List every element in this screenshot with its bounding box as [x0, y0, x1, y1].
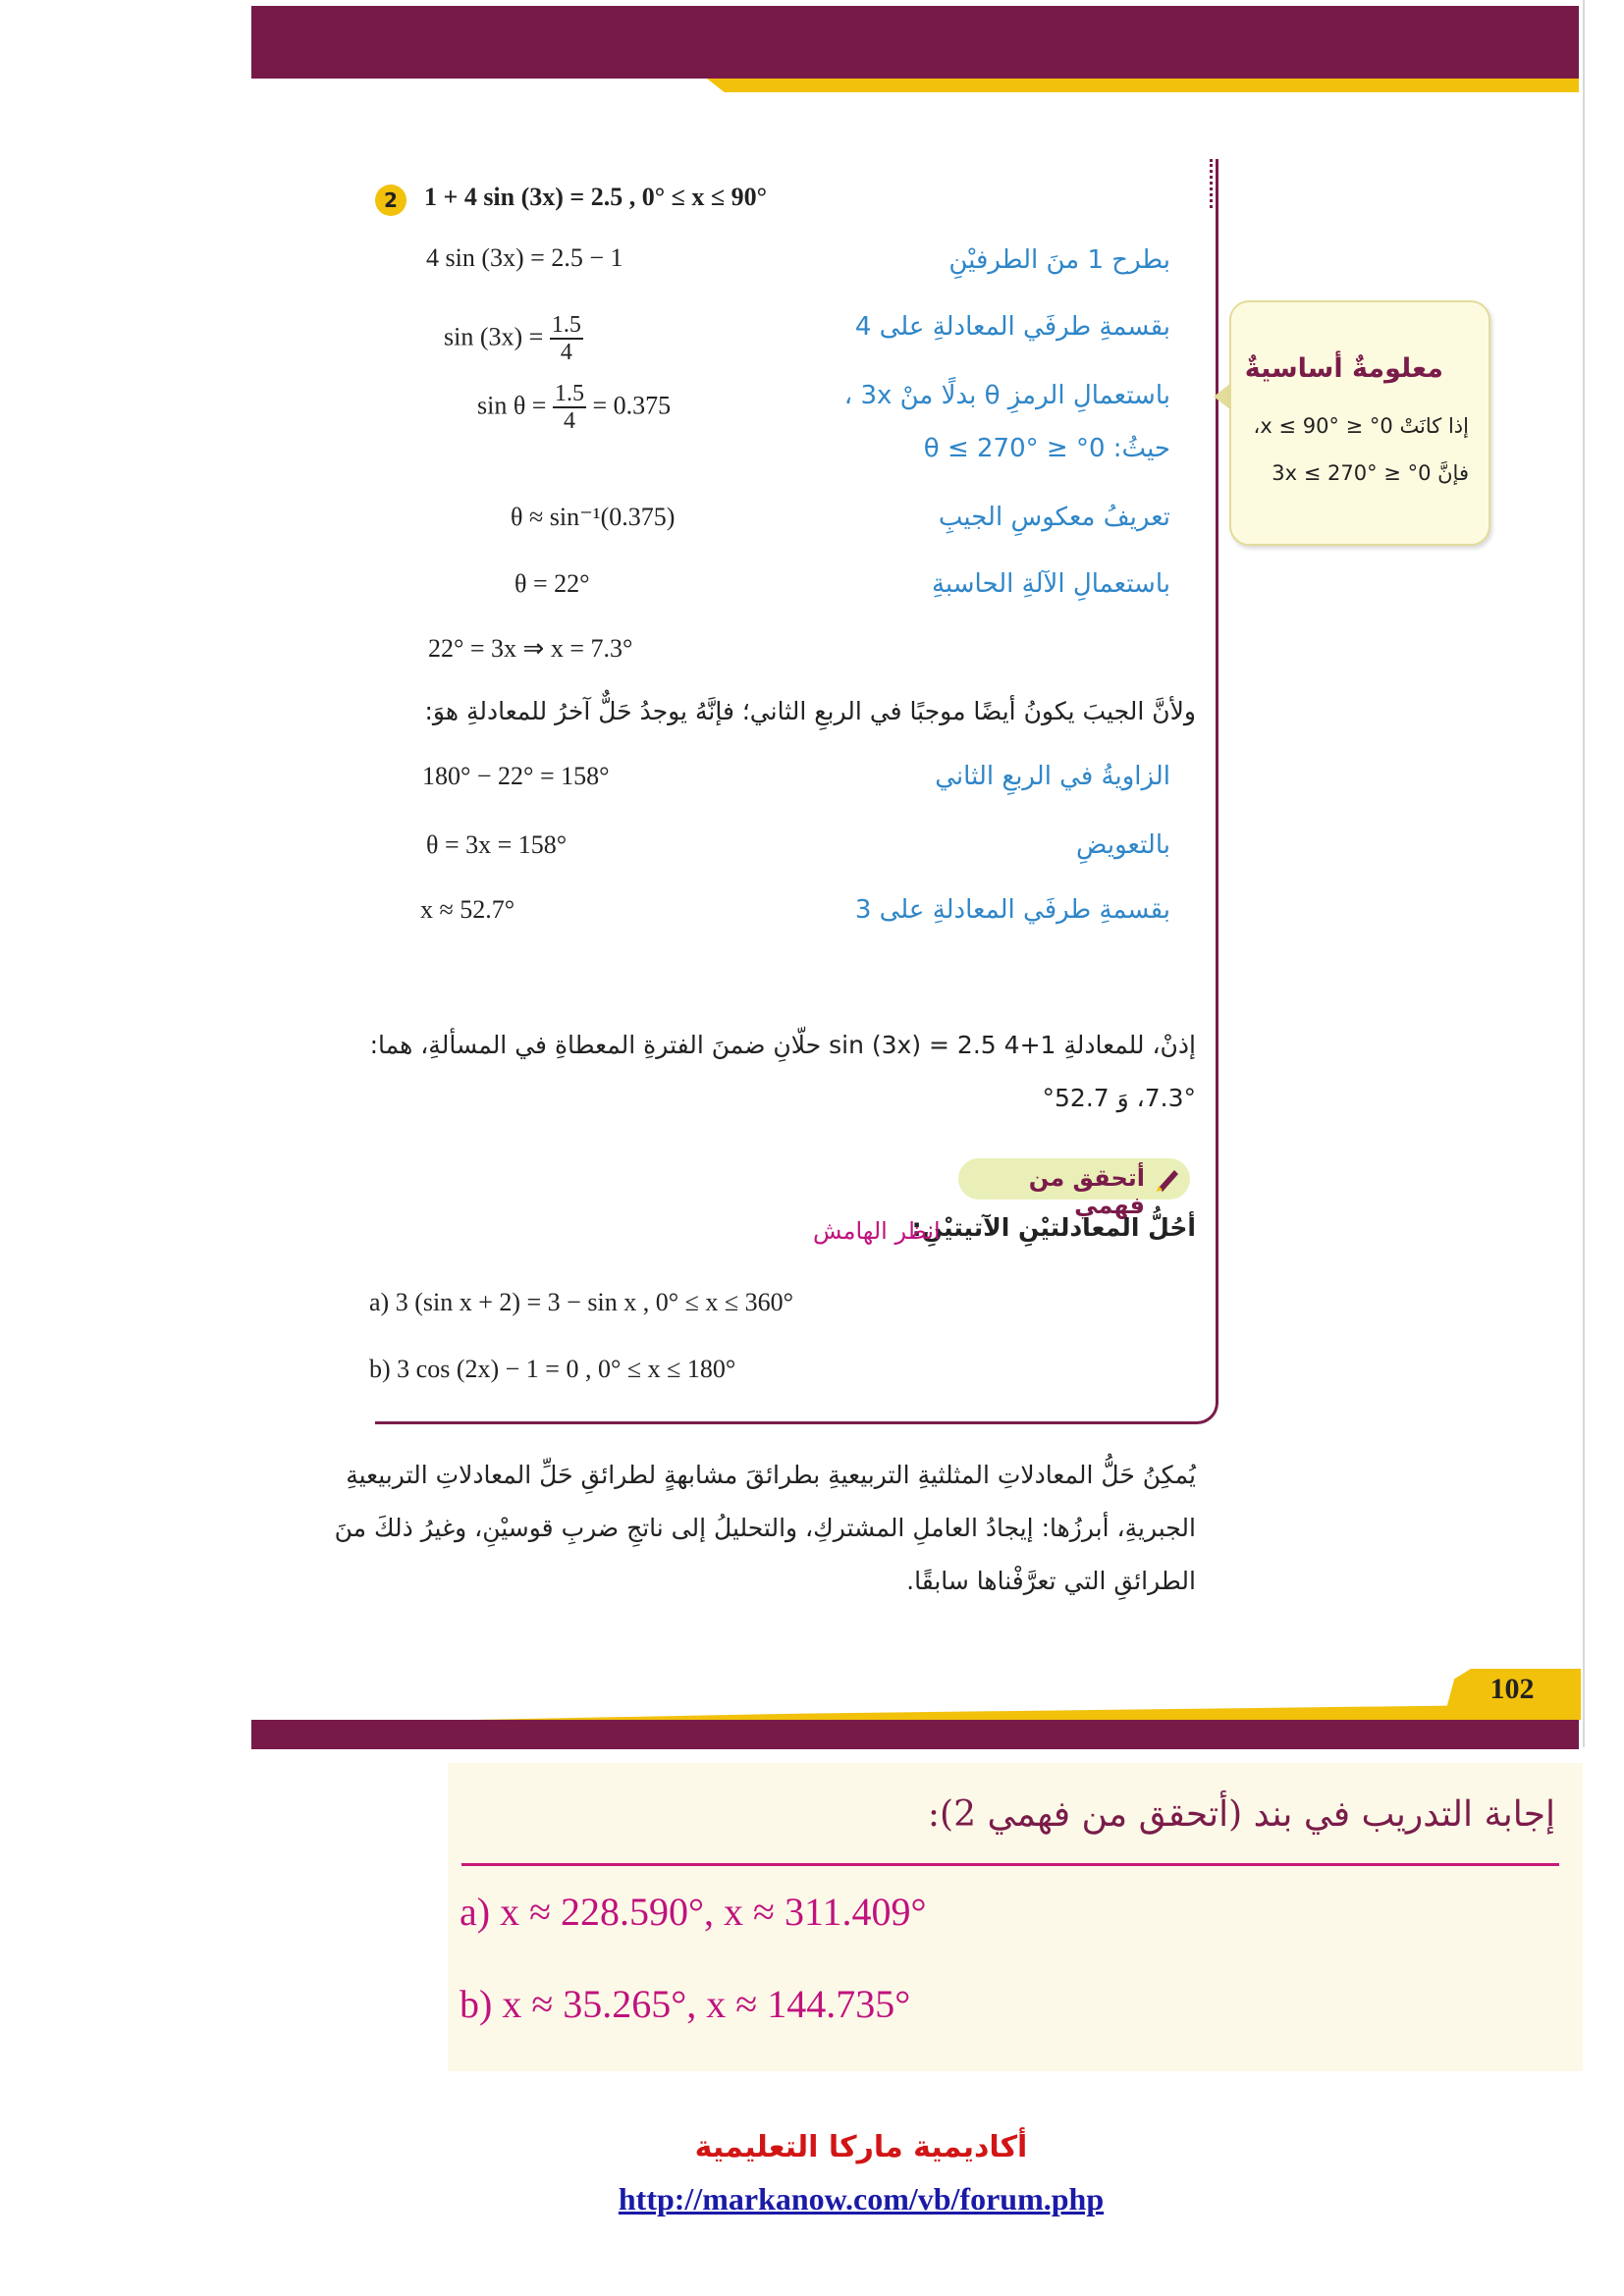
- exercise-b: b) 3 cos (2x) − 1 = 0 , 0° ≤ x ≤ 180°: [369, 1355, 736, 1383]
- step-eq: sin (3x) = $\frac{1.5}{4}$: [444, 312, 581, 366]
- conclusion-line: إذنْ، للمعادلةِ 1+4 sin (3x) = 2.5 حلّانِ ضمنَ الفترةِ المعطاةِ في المسألةِ، هما:: [369, 1031, 1196, 1059]
- conclusion-line: 7.3°، وَ 52.7°: [1042, 1084, 1196, 1112]
- step-note-cont: حيثُ: 0° ≤ θ ≤ 270°: [923, 434, 1170, 463]
- key-info-title: معلومةٌ أساسيةٌ: [1244, 353, 1443, 384]
- step-note: بقسمةِ طرفَي المعادلةِ على 3: [854, 895, 1170, 925]
- forum-link[interactable]: http://markanow.com/vb/forum.php: [618, 2181, 1105, 2216]
- page-edge: [1583, 0, 1585, 1747]
- example-number-badge: 2: [375, 185, 406, 216]
- check-label: أتحقق من فهمي: [1028, 1164, 1145, 1219]
- footer-band: [251, 1720, 1579, 1749]
- answer-title: إجابة التدريب في بند (أتحقق من فهمي 2):: [927, 1794, 1555, 1835]
- answer-divider: [461, 1863, 1559, 1866]
- step-note: باستعمالِ الرمزِ θ بدلًا منْ 3x ،: [843, 381, 1170, 410]
- answer-b: b) x ≈ 35.265°, x ≈ 144.735°: [460, 1982, 911, 2026]
- check-instruction: أحُلُّ المعادلتيْنِ الآتيتيْنِ:: [911, 1213, 1196, 1242]
- footer-accent-stripe: [471, 1704, 1579, 1720]
- step-note: الزاويةُ في الربعِ الثاني: [935, 762, 1170, 791]
- step-eq: θ = 3x = 158°: [426, 830, 568, 859]
- step-note: بطرح 1 منَ الطرفيْنِ: [948, 245, 1170, 275]
- key-info-line: إذا كانَتْ 0° ≤ x ≤ 90°،: [1253, 414, 1469, 438]
- second-quadrant-text: ولأنَّ الجيبَ يكونُ أيضًا موجبًا في الربعِ الثاني؛ فإنَّهُ يوجدُ حَلٌّ آخرُ للمعادلةِ هوَ:: [424, 697, 1196, 725]
- key-info-line: فإنَّ 0° ≤ 3x ≤ 270°: [1272, 461, 1469, 485]
- header-accent-stripe: [707, 79, 1579, 92]
- answer-a: a) x ≈ 228.590°, x ≈ 311.409°: [460, 1890, 927, 1934]
- step-note: تعريفُ معكوسِ الجيبِ: [938, 503, 1170, 532]
- exercise-a: a) 3 (sin x + 2) = 3 − sin x , 0° ≤ x ≤ 360°: [369, 1288, 794, 1316]
- page-number: 102: [1489, 1673, 1535, 1705]
- step-eq: sin θ = $\frac{1.5}{4}$ = 0.375: [477, 381, 672, 435]
- step-eq: θ = 22°: [514, 569, 590, 598]
- step-eq: 180° − 22° = 158°: [422, 762, 610, 790]
- step-note: بالتعويضِ: [1076, 830, 1170, 860]
- closing-paragraph-line: يُمكِنُ حَلُّ المعادلاتِ المثلثيةِ التربيعيةِ بطرائقَ مشابهةٍ لطرائقِ حَلِّ المعادلاتِ التربيعيةِ: [346, 1461, 1196, 1489]
- key-info-callout: [1229, 300, 1490, 546]
- step-eq: 4 sin (3x) = 2.5 − 1: [426, 243, 623, 272]
- academy-name: أكاديمية ماركا التعليمية: [694, 2130, 1028, 2164]
- step-eq: 22° = 3x ⇒ x = 7.3°: [428, 634, 633, 663]
- step-note: بقسمةِ طرفَي المعادلةِ على 4: [854, 312, 1170, 342]
- frame-dotted-edge: [1210, 159, 1213, 208]
- closing-paragraph-line: الجبريةِ، أبرزُها: إيجادُ العاملِ المشتركِ، والتحليلُ إلى ناتجِ ضربِ قوسيْنِ، وغيرُ ذلكَ منَ: [334, 1514, 1196, 1542]
- pencil-icon: [1153, 1164, 1182, 1194]
- step-eq: θ ≈ sin⁻¹(0.375): [511, 503, 676, 531]
- example-equation: 1 + 4 sin (3x) = 2.5 , 0° ≤ x ≤ 90°: [424, 183, 768, 211]
- step-eq: x ≈ 52.7°: [420, 895, 515, 924]
- margin-note: انظر الهامش: [813, 1217, 941, 1245]
- check-understanding-pill: [958, 1158, 1190, 1219]
- closing-paragraph-line: الطرائقِ التي تعرَّفْناها سابقًا.: [906, 1567, 1196, 1595]
- step-note: باستعمالِ الآلةِ الحاسبةِ: [931, 569, 1170, 599]
- header-band: [251, 6, 1579, 79]
